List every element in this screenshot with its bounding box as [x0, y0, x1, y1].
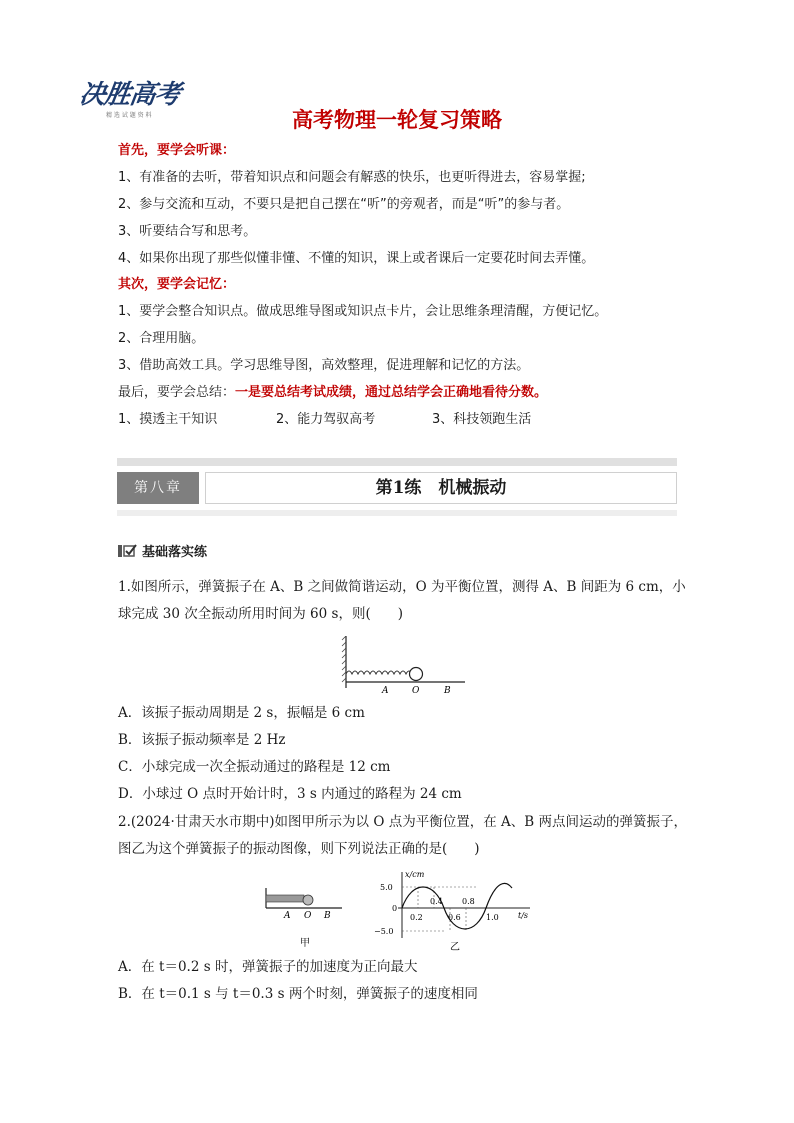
label-o: O: [412, 686, 420, 696]
strategy-heading-2: 其次，要学会记忆：: [118, 277, 236, 292]
summary-point: 2、能力驾驭高考: [276, 412, 376, 427]
figure-jia: [266, 888, 342, 949]
strategy-item: 2、参与交流和互动，不要只是把自己摆在“听”的旁观者，而是“听”的参与者。: [118, 197, 570, 212]
y-tick: 0: [392, 904, 398, 913]
logo-text: 决胜高考: [77, 80, 182, 110]
x-tick: 0.6: [448, 913, 461, 922]
page-title: 高考物理一轮复习策略: [292, 108, 502, 132]
figure-yi-graph: [374, 870, 530, 953]
strategy-summary: [118, 384, 547, 402]
chapter-tag: 第八章: [117, 472, 199, 504]
strategy-heading-1: 首先，要学会听课：: [118, 143, 236, 158]
chapter-title: 第1练 机械振动: [205, 472, 677, 504]
question-1-stem-line2: 球完成 30 次全振动所用时间为 60 s，则( ): [118, 606, 403, 622]
summary-emphasis: 一是要总结考试成绩，通过总结学会正确地看待分数。: [235, 385, 548, 400]
x-tick: 1.0: [486, 913, 499, 922]
label-b: B: [444, 686, 451, 696]
caption-yi: 乙: [450, 942, 460, 953]
y-axis-label: x/cm: [405, 870, 425, 879]
label-a: A: [284, 911, 291, 921]
label-b: B: [324, 911, 331, 921]
strategy-item: 1、要学会整合知识点。做成思维导图或知识点卡片，会让思维条理清醒，方便记忆。: [118, 304, 608, 319]
summary-point: 1、摸透主干知识: [118, 412, 218, 427]
spring-oscillator-figure: [340, 636, 470, 696]
question-2-stem-line2: 图乙为这个弹簧振子的振动图像，则下列说法正确的是( ): [118, 841, 480, 857]
x-tick: 0.8: [462, 897, 475, 906]
x-tick: 0.4: [430, 897, 443, 906]
x-axis-label: t/s: [518, 911, 529, 920]
checkbox-icon: [118, 544, 138, 558]
strategy-item: 2、合理用脑。: [118, 331, 205, 346]
chapter-banner: [117, 458, 677, 518]
question-1-stem-line1: 1.如图所示，弹簧振子在 A、B 之间做简谐运动，O 为平衡位置，测得 A、B 间距为 6 cm，小: [118, 579, 686, 595]
y-tick: 5.0: [380, 883, 393, 892]
y-tick: −5.0: [374, 927, 394, 936]
summary-prefix: 最后，要学会总结：: [118, 385, 236, 400]
option: D．小球过 O 点时开始计时，3 s 内通过的路程为 24 cm: [118, 786, 462, 802]
oscillation-figures: [262, 868, 542, 954]
option: A．该振子振动周期是 2 s，振幅是 6 cm: [118, 705, 365, 721]
x-tick: 0.2: [410, 913, 423, 922]
caption-jia: 甲: [300, 938, 310, 949]
strategy-item: 3、听要结合写和思考。: [118, 224, 257, 239]
strategy-item: 3、借助高效工具。学习思维导图，高效整理，促进理解和记忆的方法。: [118, 358, 530, 373]
section-heading: [118, 541, 207, 560]
option: B．在 t＝0.1 s 与 t＝0.3 s 两个时刻，弹簧振子的速度相同: [118, 986, 478, 1002]
label-o: O: [304, 911, 312, 921]
label-a: A: [382, 686, 389, 696]
question-2-stem-line1: 2.(2024·甘肃天水市期中)如图甲所示为以 O 点为平衡位置，在 A、B 两点间运动的弹簧振子，: [118, 814, 687, 830]
option: C．小球完成一次全振动通过的路程是 12 cm: [118, 759, 391, 775]
option: A．在 t＝0.2 s 时，弹簧振子的加速度为正向最大: [118, 959, 418, 975]
logo-subtext: 精 选 试 题 资 料: [106, 112, 152, 119]
section-label: 基础落实练: [142, 545, 208, 560]
strategy-item: 4、如果你出现了那些似懂非懂、不懂的知识，课上或者课后一定要花时间去弄懂。: [118, 251, 595, 266]
banner-top-strip: [117, 458, 677, 466]
strategy-item: 1、有准备的去听，带着知识点和问题会有解惑的快乐，也更听得进去，容易掌握;: [118, 170, 586, 185]
banner-bottom-strip: [117, 510, 677, 516]
summary-point: 3、科技领跑生活: [432, 412, 532, 427]
option: B．该振子振动频率是 2 Hz: [118, 732, 286, 748]
